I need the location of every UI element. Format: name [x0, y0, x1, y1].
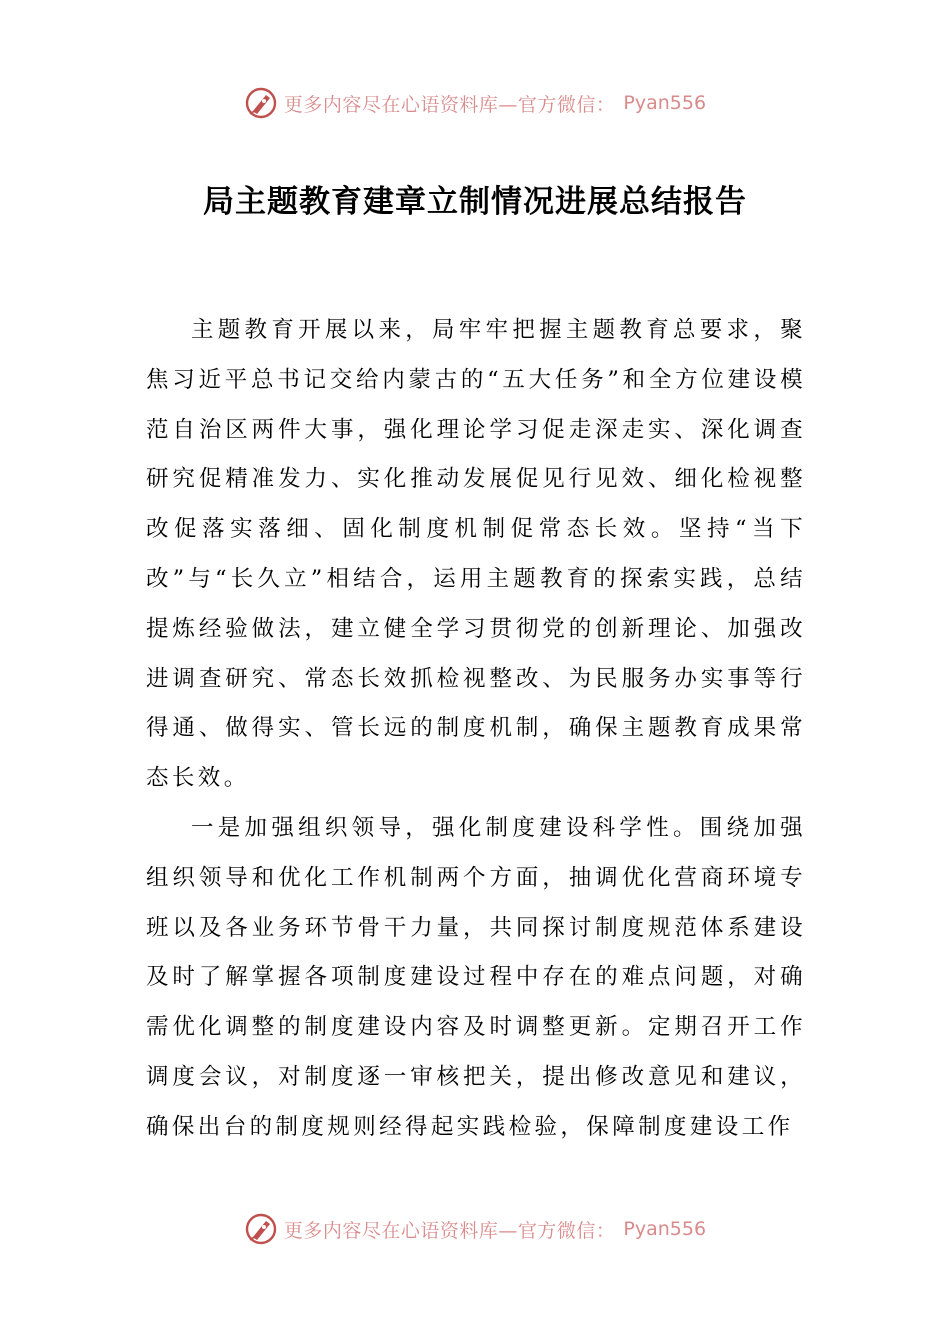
footer-watermark — [0, 1212, 950, 1246]
paragraph-organization: 一是加强组织领导，强化制度建设科学性。围绕加强组织领导和优化工作机制两个方面，抽调优化营商环境专班以及各业务环节骨干力量，共同探讨制度规范体系建设及时了解掌握各项制度建设过程中存在的难点问题，对确需优化调整的制度建设内容及时调整更新。定期召开工作调度会议，对制度逐一审核把关，提出修改意见和建议，确保出台的制度规则经得起实践检验，保障制度建设工作 — [146, 814, 806, 1140]
watermark-text: 更多内容尽在心语资料库—官方微信： — [283, 1219, 616, 1242]
document-title: 局主题教育建章立制情况进展总结报告 — [203, 184, 747, 220]
watermark-wechat-id: Pyan556 — [623, 1218, 707, 1240]
pen-nib-logo-icon — [244, 1212, 278, 1246]
watermark-text: 更多内容尽在心语资料库—官方微信： — [283, 93, 616, 116]
header-watermark — [0, 86, 950, 120]
watermark-wechat-id: Pyan556 — [623, 92, 707, 114]
document-body — [146, 306, 806, 1153]
pen-nib-logo-icon — [244, 86, 278, 120]
paragraph-intro: 主题教育开展以来，局牢牢把握主题教育总要求，聚焦习近平总书记交给内蒙古的“五大任务”和全方位建设模范自治区两件大事，强化理论学习促走深走实、深化调查研究促精准发力、实化推动发展促见行见效、细化检视整改促落实落细、固化制度机制促常态长效。坚持“当下改”与“长久立”相结合，运用主题教育的探索实践，总结提炼经验做法，建立健全学习贯彻党的创新理论、加强改进调查研究、常态长效抓检视整改、为民服务办实事等行得通、做得实、管长远的制度机制，确保主题教育成果常态长效。 — [146, 317, 806, 792]
